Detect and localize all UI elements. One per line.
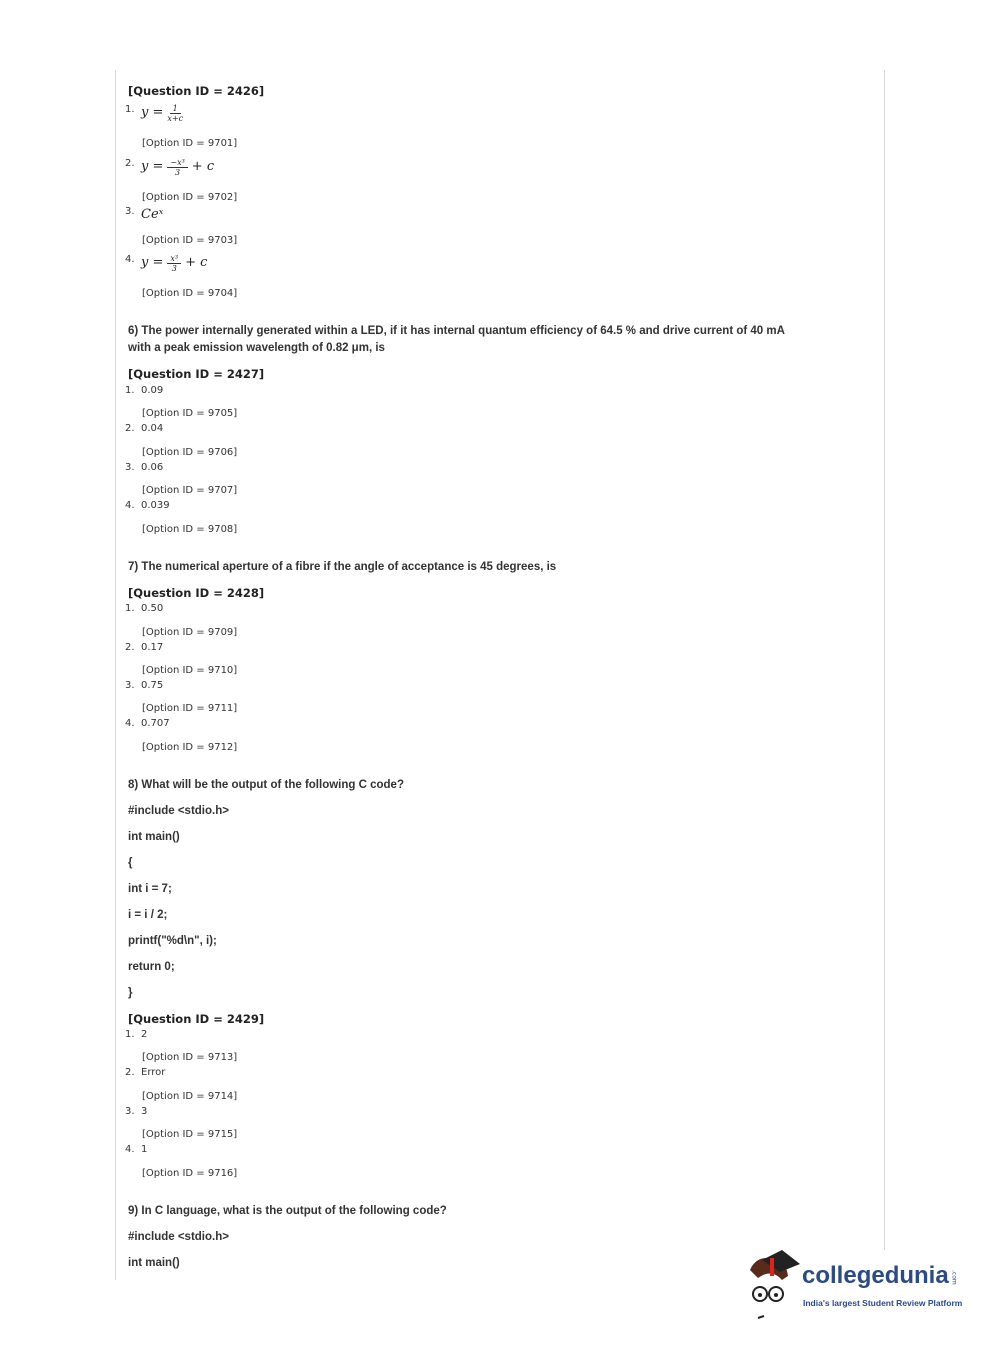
code-line: #include <stdio.h> — [128, 805, 229, 817]
math-lhs: Ceˣ — [141, 207, 164, 222]
code-line: int main() — [128, 1257, 180, 1269]
option-number: 2. — [125, 423, 135, 434]
option-math — [141, 100, 187, 126]
option-text: 0.04 — [141, 423, 164, 434]
option-math — [141, 154, 214, 180]
option-id: [Option ID = 9704] — [142, 288, 238, 299]
option-math — [141, 202, 167, 228]
mascot-icon — [742, 1250, 802, 1320]
option-id: [Option ID = 9707] — [142, 485, 238, 496]
option-id: [Option ID = 9712] — [142, 742, 238, 753]
option-number: 4. — [125, 1144, 135, 1155]
option-number: 4. — [125, 718, 135, 729]
option-number: 2. — [125, 158, 135, 169]
code-line: { — [128, 857, 133, 869]
question-text: 8) What will be the output of the following C code? — [128, 779, 404, 791]
option-number: 1. — [125, 603, 135, 614]
option-text: 1 — [141, 1144, 148, 1155]
option-number: 3. — [125, 206, 135, 217]
denominator: 3 — [171, 263, 177, 273]
option-id: [Option ID = 9710] — [142, 665, 238, 676]
option-text: 3 — [141, 1106, 148, 1117]
code-line: #include <stdio.h> — [128, 1231, 229, 1243]
code-line: } — [128, 987, 133, 999]
question-id: [Question ID = 2427] — [128, 367, 265, 381]
option-text: 0.50 — [141, 603, 164, 614]
option-text: Error — [141, 1067, 166, 1078]
option-id: [Option ID = 9705] — [142, 408, 238, 419]
option-id: [Option ID = 9709] — [142, 627, 238, 638]
collegedunia-logo — [742, 1250, 992, 1320]
option-id: [Option ID = 9715] — [142, 1129, 238, 1140]
option-text: 0.09 — [141, 385, 164, 396]
logo-wordmark — [802, 1262, 957, 1290]
logo-tagline: India's largest Student Review Platform — [803, 1298, 963, 1308]
question-text: 7) The numerical aperture of a fibre if the angle of acceptance is 45 degrees, is — [128, 561, 557, 573]
code-line: int i = 7; — [128, 883, 172, 895]
question-id: [Question ID = 2428] — [128, 586, 265, 600]
option-number: 3. — [125, 680, 135, 691]
code-line: i = i / 2; — [128, 909, 168, 921]
denominator: 3 — [175, 167, 181, 177]
question-id: [Question ID = 2429] — [128, 1012, 265, 1026]
code-line: return 0; — [128, 961, 175, 973]
option-text: 0.06 — [141, 462, 164, 473]
option-text: 0.17 — [141, 642, 164, 653]
option-number: 3. — [125, 462, 135, 473]
math-lhs: y = — [141, 255, 164, 270]
math-tail: + c — [185, 255, 208, 270]
denominator: x+c — [167, 113, 184, 123]
option-number: 2. — [125, 1067, 135, 1078]
question-text: 6) The power internally generated within a LED, if it has internal quantum efficiency of 64.5 % and drive current of 40 mA — [128, 325, 785, 337]
math-tail: + c — [191, 159, 215, 174]
code-line: printf("%d\n", i); — [128, 935, 217, 947]
option-id: [Option ID = 9708] — [142, 524, 238, 535]
page-left-border — [115, 70, 116, 1280]
option-id: [Option ID = 9714] — [142, 1091, 238, 1102]
option-id: [Option ID = 9701] — [142, 138, 238, 149]
question-id: [Question ID = 2426] — [128, 84, 265, 98]
option-id: [Option ID = 9713] — [142, 1052, 238, 1063]
option-number: 3. — [125, 1106, 135, 1117]
option-math — [141, 250, 207, 276]
option-number: 4. — [125, 254, 135, 265]
logo-brand: collegedunia — [802, 1262, 949, 1289]
option-number: 1. — [125, 385, 135, 396]
logo-suffix: .com — [950, 1270, 958, 1285]
option-number: 2. — [125, 642, 135, 653]
math-lhs: y = — [141, 159, 164, 174]
code-line: int main() — [128, 831, 180, 843]
math-fraction — [167, 104, 183, 123]
question-text: 9) In C language, what is the output of the following code? — [128, 1205, 447, 1217]
option-text: 0.707 — [141, 718, 170, 729]
option-text: 0.75 — [141, 680, 164, 691]
option-number: 1. — [125, 104, 135, 115]
option-id: [Option ID = 9703] — [142, 235, 238, 246]
math-fraction — [167, 158, 187, 177]
option-id: [Option ID = 9706] — [142, 447, 238, 458]
math-fraction — [167, 254, 181, 273]
question-text: with a peak emission wavelength of 0.82 μm, is — [128, 342, 385, 354]
numerator: −x³ — [167, 158, 187, 168]
option-number: 1. — [125, 1029, 135, 1040]
option-text: 2 — [141, 1029, 148, 1040]
numerator: x³ — [167, 254, 181, 264]
page-right-border — [884, 70, 885, 1250]
option-text: 0.039 — [141, 500, 170, 511]
option-id: [Option ID = 9702] — [142, 192, 238, 203]
option-id: [Option ID = 9716] — [142, 1168, 238, 1179]
math-lhs: y = — [141, 105, 164, 120]
option-number: 4. — [125, 500, 135, 511]
numerator: 1 — [170, 104, 181, 114]
option-id: [Option ID = 9711] — [142, 703, 238, 714]
